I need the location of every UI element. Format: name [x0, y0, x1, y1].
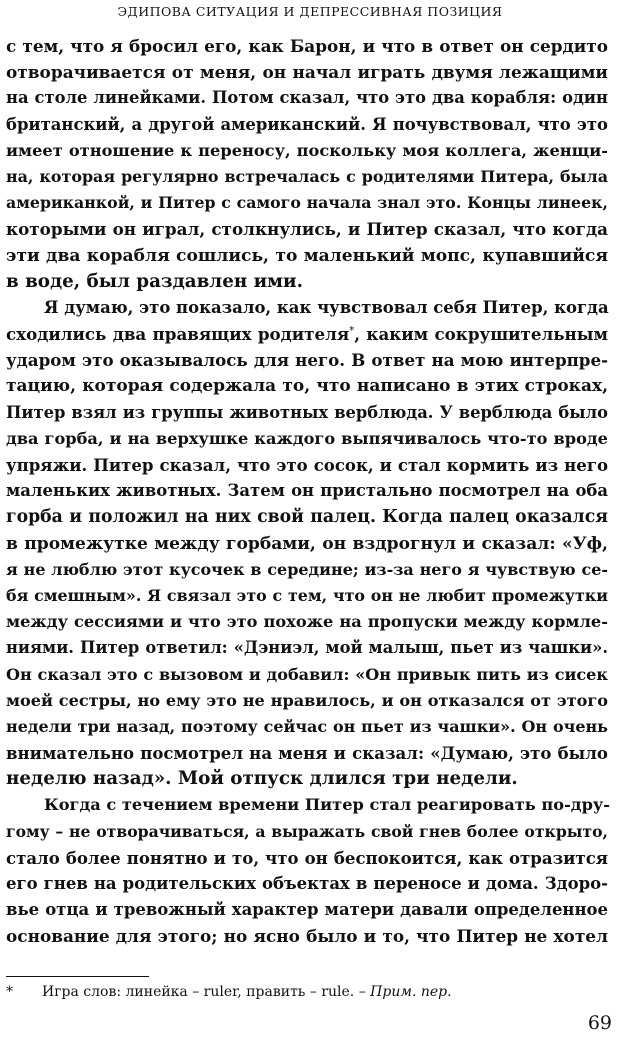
body-text — [6, 33, 608, 950]
text-line: упряжи. Питер сказал, что это сосок, и стал кормить из него — [6, 455, 608, 475]
text-line: в промежутке между горбами, он вздрогнул и сказал: «Уф, — [6, 533, 608, 554]
text-line: которыми он играл, столкнулись, и Питер сказал, что когда — [6, 219, 608, 240]
text-line-part: , каким сокрушительным — [354, 324, 608, 345]
text-line: Он сказал это с вызовом и добавил: «Он привык пить из сисек — [6, 664, 608, 684]
text-line: американкой, и Питер с самого начала знал это. Концы линеек, — [6, 193, 608, 213]
text-line: тацию, которая содержала то, что написано в этих строках, — [6, 376, 608, 397]
text-line: имеет отношение к переносу, поскольку моя коллега, женщи- — [6, 140, 608, 160]
text-line-part: сходились два правящих родителя — [6, 324, 350, 345]
footnote-divider — [6, 976, 149, 977]
text-line: маленьких животных. Затем он пристально посмотрел на оба — [6, 481, 608, 501]
text-line: ударом это оказывалось для него. В ответ на мою интерпре- — [6, 350, 608, 371]
text-line: его гнев на родительских объектах в переносе и дома. Здоро- — [6, 874, 608, 893]
text-line: вье отца и тревожный характер матери давали определенное — [6, 900, 608, 920]
text-line: ниями. Питер ответил: «Дэниэл, мой малыш, пьет из чашки». — [6, 638, 608, 658]
paragraph-3 — [6, 792, 608, 949]
text-line: неделю назад». Мой отпуск длился три недели. — [6, 768, 518, 790]
footnote-text: Игра слов: линейка – ruler, править – rule. – — [42, 984, 371, 1000]
text-line: на, которая регулярно встречалась с родителями Питера, была — [6, 166, 608, 186]
paragraph-1 — [6, 33, 608, 295]
paragraph-2 — [6, 295, 608, 793]
text-line: отворачивается от меня, он начал играть двумя лежащими — [6, 62, 608, 83]
text-line: эти два корабля сошлись, то маленький мопс, купавшийся — [6, 245, 608, 266]
text-line: на столе линейками. Потом сказал, что это два корабля: один — [6, 88, 608, 108]
text-line: бя смешным». Я связал это с тем, что он не любит промежутки — [6, 585, 608, 605]
page-number: 69 — [587, 1012, 612, 1034]
text-line: два горба, и на верхушке каждого выпячивалось что-то вроде — [6, 428, 608, 448]
text-line: британский, а другой американский. Я почувствовал, что это — [6, 114, 608, 134]
text-line: Питер взял из группы животных верблюда. У верблюда было — [6, 402, 608, 422]
text-line: стало более понятно и то, что он беспокоится, как отразится — [6, 847, 608, 868]
text-line: Когда с течением времени Питер стал реагировать по-дру- — [44, 795, 610, 815]
footnote — [6, 983, 452, 1001]
footnote-marker: * — [6, 984, 13, 1000]
text-line: гому – не отворачиваться, а выражать свой гнев более открыто, — [6, 821, 608, 841]
text-line: горба и положил на них свой палец. Когда палец оказался — [6, 507, 608, 528]
text-line: основание для этого; но ясно было и то, что Питер не хотел — [6, 926, 608, 947]
text-line-with-footnote — [6, 321, 608, 347]
text-line: с тем, что я бросил его, как Барон, и что в ответ он сердито — [6, 36, 608, 56]
text-line: внимательно посмотрел на меня и сказал: «Думаю, это было — [6, 743, 608, 764]
footnote-attribution: Прим. пер. — [370, 984, 452, 1000]
text-line: моей сестры, но ему это не нравилось, и он отказался от этого — [6, 690, 608, 710]
text-line: Я думаю, это показало, как чувствовал себя Питер, когда — [44, 297, 609, 317]
text-line: недели три назад, поэтому сейчас он пьет из чашки». Он очень — [6, 716, 608, 736]
running-head: ЭДИПОВА СИТУАЦИЯ И ДЕПРЕССИВНАЯ ПОЗИЦИЯ — [117, 4, 503, 19]
text-line: между сессиями и что это похоже на пропуски между кормле- — [6, 612, 608, 632]
footnote-reference[interactable]: * — [349, 325, 355, 337]
text-line: я не люблю этот кусочек в середине; из-за него я чувствую се- — [6, 559, 608, 579]
text-line: в воде, был раздавлен ими. — [6, 270, 303, 292]
